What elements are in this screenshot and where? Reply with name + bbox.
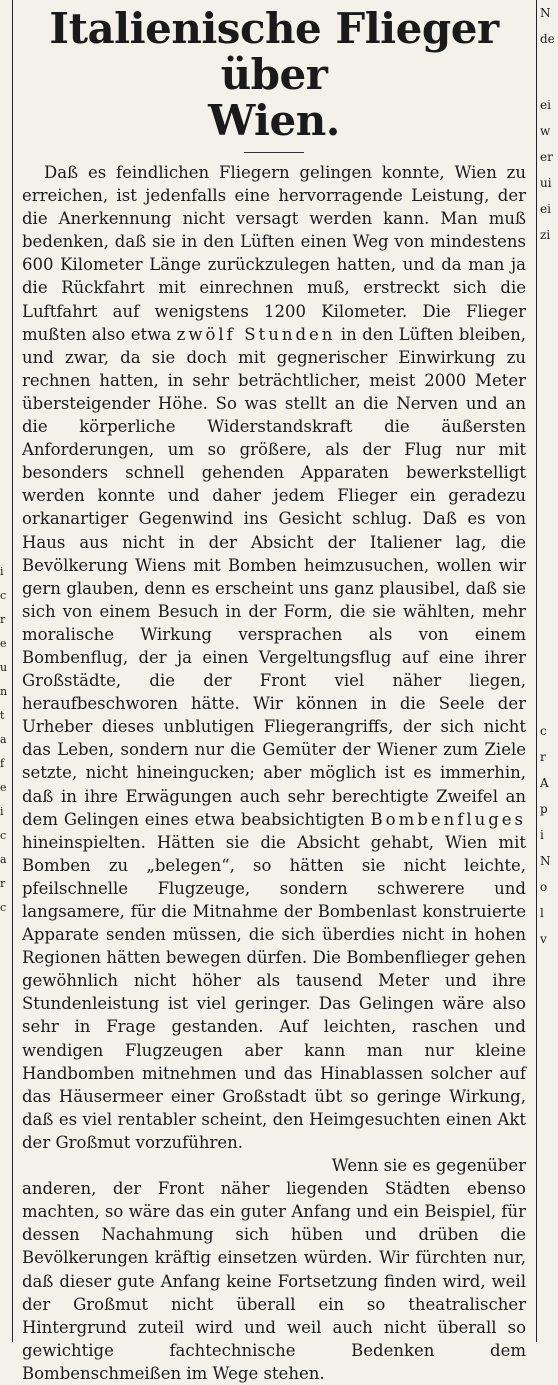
right-fragment: ui <box>540 176 552 190</box>
left-fragment: r <box>0 613 6 626</box>
right-fragment: i <box>540 828 544 842</box>
right-fragment: N <box>540 6 551 20</box>
left-fragment: a <box>0 853 7 866</box>
right-fragment: l <box>540 906 544 920</box>
right-fragment: ei <box>540 98 551 112</box>
right-fragment: o <box>540 880 548 894</box>
right-fragment: p <box>540 802 548 816</box>
left-fragment: c <box>0 829 7 842</box>
left-fragment: i <box>0 565 4 578</box>
left-fragment: c <box>0 589 7 602</box>
paragraph-1-part-a: Daß es feindlichen Fliegern gelingen konnte, Wien zu erreichen, ist jedenfalls eine hervorragende Leistung, der die Anerkennung nicht versagt werden kann. Man muß bedenken, daß sie in den Lüften einen Weg von mindestens 600 Kilometer Länge zurückzulegen hatten, und da man ja die Rückfahrt mit einrechnen muß, erstreckt sich die Luftfahrt auf wenigstens 1200 Kilometer. Die Flieger mußten also etwa <box>22 163 526 344</box>
right-fragment: r <box>540 750 546 764</box>
paragraph-2-opening: Wenn sie es gegenüber <box>331 1156 526 1176</box>
right-fragment: zi <box>540 228 551 242</box>
right-fragment: er <box>540 150 553 164</box>
right-fragment: w <box>540 124 551 138</box>
article-paragraph-1 <box>22 161 526 1154</box>
left-fragment: a <box>0 733 7 746</box>
left-fragment: c <box>0 901 7 914</box>
article-column <box>22 0 527 1383</box>
left-column-fragment <box>0 0 13 1342</box>
paragraph-1-part-c: hineinspielten. Hätten sie die Absicht gehabt, Wien mit Bomben zu „belegen“, so hätten sie nicht leichte, pfeilschnelle Flugzeuge, sondern schwerere und langsamere, für die Mitnahme der Bombenlast konstruierte Apparate senden müssen, die sich überdies nicht in hohen Regionen hätten bewegen dürfen. Die Bombenflieger gehen gewöhnlich nicht höher als tausend Meter und ihre Stundenleistung ist viel geringer. Das Gelingen wäre also sehr in Frage gestanden. Auf leichten, raschen und wendigen Flugzeugen aber kann man nur kleine Handbomben mitnehmen und das Hinablassen solcher auf das Häusermeer einer Großstadt übt so geringe Wirkung, daß es viel rentabler scheint, den Heimgesuchten einen Akt der Großmut vorzuführen. <box>22 832 526 1152</box>
right-fragment: A <box>540 776 549 790</box>
spaced-word-bombenfluges: Bombenfluges <box>370 809 527 829</box>
left-fragment: r <box>0 877 6 890</box>
headline-rule <box>244 152 304 153</box>
right-fragment: ei <box>540 202 551 216</box>
left-fragment: u <box>0 661 8 674</box>
right-fragment: de <box>540 32 555 46</box>
paragraph-1-part-b: in den Lüften bleiben, und zwar, da sie doch mit gegnerischer Einwirkung zu rechnen hatten, in sehr beträchtlicher, meist 2000 Meter übersteigender Höhe. So was stellt an die Nerven und an die körperliche Widerstandskraft die äußersten Anforderungen, um so größere, als der Flug nur mit besonders schnell gehenden Apparaten bewerkstelligt werden konnte und daher jedem Flieger ein geradezu orkanartiger Gegenwind ins Gesicht schlug. Daß es von Haus aus nicht in der Absicht der Italiener lag, die Bevölkerung Wiens mit Bomben heimzusuchen, wollen wir gern glauben, denn es erscheint uns ganz plausibel, daß sie sich von einem Besuch in der Form, die sie wählten, mehr moralische Wirkung versprachen als von einem Bombenflug, der ja einen Vergeltungsflug auf eine ihrer Großstädte, die der Front viel näher liegen, heraufbeschworen hätte. Wir können in die Seele der Urheber dieses unblutigen Fliegerangriffs, der sich nicht das Leben, sondern nur die Gemüter der Wiener zum Ziele setzte, nicht hineingucken; aber möglich ist es immerhin, daß in ihre Erwägungen auch sehr berechtigte Zweifel an dem Gelingen eines etwa beabsichtigten <box>22 324 526 829</box>
headline-line-1: Italienische Flieger über <box>49 4 499 99</box>
left-fragment: n <box>0 685 8 698</box>
article-paragraph-2 <box>22 1154 526 1385</box>
left-fragment: f <box>0 757 5 770</box>
left-fragment: t <box>0 709 5 722</box>
spaced-phrase-zwoelf-stunden: zwölf Stunden <box>176 324 336 344</box>
left-fragment: e <box>0 637 7 650</box>
headline-line-2: Wien. <box>208 96 340 145</box>
left-fragment: i <box>0 805 4 818</box>
article-headline <box>22 0 526 144</box>
right-fragment: N <box>540 854 551 868</box>
left-fragment: e <box>0 781 7 794</box>
paragraph-2-text: anderen, der Front näher liegenden Städten ebenso machten, so wäre das ein guter Anfang und ein Beispiel, für dessen Nachahmung sich hüben und drüben die Bevölkerungen kräftig einsetzen würden. Wir fürchten nur, daß dieser gute Anfang keine Fortsetzung finden wird, weil der Großmut nicht überall ein so theatralischer Hintergrund zuteil wird und weil auch nicht überall so gewichtige fachtechnische Bedenken dem Bombenschmeißen im Wege stehen. <box>22 1179 526 1383</box>
right-fragment: v <box>540 932 547 946</box>
right-column-fragment <box>536 0 558 1342</box>
right-fragment: c <box>540 724 547 738</box>
